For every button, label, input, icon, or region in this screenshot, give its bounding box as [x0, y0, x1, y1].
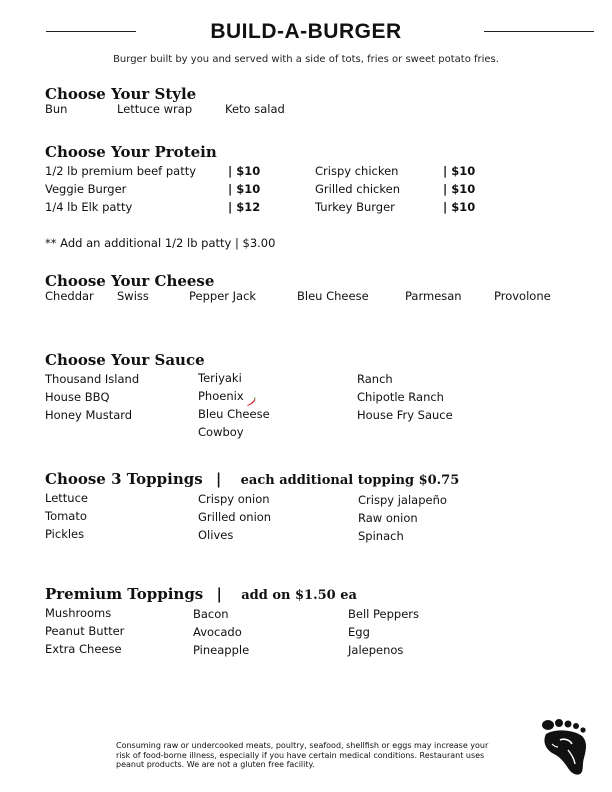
protein-price: | $10: [228, 182, 261, 196]
protein-option: 1/2 lb premium beef patty: [45, 164, 197, 178]
cheese-option: Bleu Cheese: [297, 289, 369, 303]
topping-option: Lettuce: [45, 491, 88, 505]
topping-option: Pickles: [45, 527, 85, 541]
protein-option: 1/4 lb Elk patty: [45, 200, 133, 214]
header-rule-right: [484, 31, 594, 32]
cheese-option: Pepper Jack: [189, 289, 257, 303]
premium-option: Bacon: [193, 607, 229, 621]
premium-option: Avocado: [193, 625, 242, 639]
sauce-option: Chipotle Ranch: [357, 390, 444, 404]
sauce-option: Thousand Island: [45, 372, 140, 386]
protein-option: Turkey Burger: [315, 200, 395, 214]
protein-price: | $10: [228, 164, 261, 178]
style-heading: Choose Your Style: [45, 85, 197, 103]
protein-option: Veggie Burger: [45, 182, 127, 196]
sauce-option: Bleu Cheese: [198, 407, 270, 421]
sauce-option: Honey Mustard: [45, 408, 133, 422]
premium-option: Pineapple: [193, 643, 250, 657]
protein-price: | $10: [443, 164, 476, 178]
protein-price: | $12: [228, 200, 261, 214]
chili-pepper-icon: [246, 391, 256, 400]
sauce-option: Cowboy: [198, 425, 244, 439]
toppings-heading: Choose 3 Toppings: [45, 470, 203, 488]
cheese-option: Cheddar: [45, 289, 94, 303]
cheese-option: Provolone: [494, 289, 551, 303]
premium-option: Egg: [348, 625, 370, 639]
premium-heading: Premium Toppings: [45, 585, 204, 603]
premium-separator: |: [216, 585, 222, 603]
food-safety-disclaimer: Consuming raw or undercooked meats, poultry, seafood, shellfish or eggs may increase your risk of food-borne illness, especially if you have certain medical conditions. Restaurant uses peanut products. We are not a gluten free facility.: [116, 741, 489, 769]
topping-option: Crispy jalapeño: [358, 493, 447, 507]
cheese-option: Parmesan: [405, 289, 462, 303]
toppings-heading-line: [45, 470, 459, 488]
protein-option: Crispy chicken: [315, 164, 399, 178]
sauce-option: House Fry Sauce: [357, 408, 453, 422]
premium-option: Jalepenos: [348, 643, 404, 657]
premium-option: Extra Cheese: [45, 642, 122, 656]
topping-option: Grilled onion: [198, 510, 272, 524]
premium-heading-line: [45, 585, 357, 603]
style-option: Keto salad: [225, 102, 285, 116]
toppings-extra-note: each additional topping $0.75: [240, 473, 460, 488]
bigfoot-footprint-icon: [538, 716, 598, 778]
sauce-option: Teriyaki: [198, 371, 242, 385]
menu-title: BUILD-A-BURGER: [210, 20, 402, 43]
premium-option: Mushrooms: [45, 606, 112, 620]
protein-price: | $10: [443, 182, 476, 196]
topping-option: Olives: [198, 528, 234, 542]
protein-price: | $10: [443, 200, 476, 214]
toppings-separator: |: [215, 470, 222, 488]
style-option: Lettuce wrap: [117, 102, 193, 116]
topping-option: Raw onion: [358, 511, 418, 525]
protein-addon-note: ** Add an additional 1/2 lb patty | $3.00: [45, 236, 276, 250]
premium-option: Peanut Butter: [45, 624, 125, 638]
sauce-heading: Choose Your Sauce: [45, 351, 205, 369]
sauce-option: House BBQ: [45, 390, 110, 404]
protein-heading: Choose Your Protein: [45, 143, 217, 161]
protein-option: Grilled chicken: [315, 182, 400, 196]
sauce-option: Ranch: [357, 372, 393, 386]
style-option: Bun: [45, 102, 68, 116]
premium-option: Bell Peppers: [348, 607, 420, 621]
sauce-option: Phoenix: [198, 389, 244, 403]
menu-subtitle: Burger built by you and served with a side of tots, fries or sweet potato fries.: [113, 54, 499, 65]
premium-addon-note: add on $1.50 ea: [241, 588, 357, 603]
cheese-option: Swiss: [117, 289, 149, 303]
topping-option: Tomato: [45, 509, 87, 523]
topping-option: Crispy onion: [198, 492, 270, 506]
cheese-heading: Choose Your Cheese: [45, 272, 215, 290]
topping-option: Spinach: [358, 529, 404, 543]
